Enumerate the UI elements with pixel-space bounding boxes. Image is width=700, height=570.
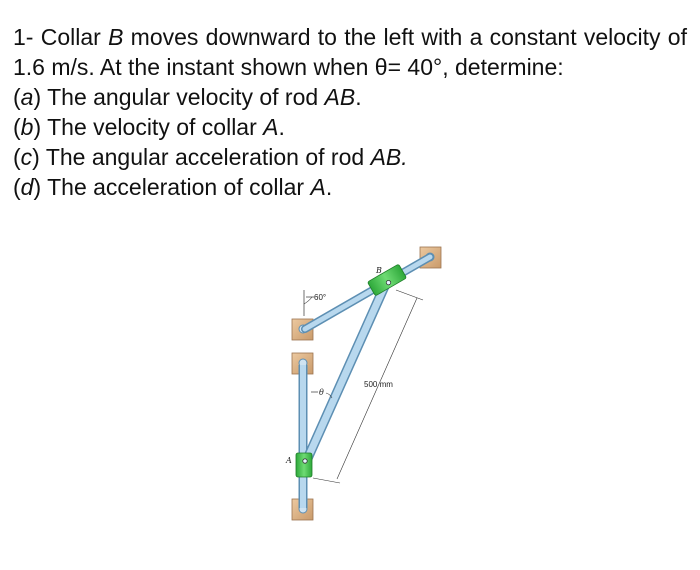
part-text: The acceleration of collar: [47, 174, 311, 200]
part-letter: a: [20, 84, 34, 110]
intro-collar-variable: B: [108, 24, 124, 50]
theta-label: θ: [319, 388, 324, 397]
part-punct: .: [325, 174, 333, 200]
part-a: (a) The angular velocity of rod AB.: [13, 84, 362, 110]
theta-annotation: [311, 388, 332, 398]
part-variable: A: [310, 174, 326, 200]
part-letter: b: [20, 114, 34, 140]
part-variable: A: [263, 114, 279, 140]
part-b: (b) The velocity of collar A.: [13, 114, 285, 140]
part-text: The angular acceleration of rod: [45, 144, 371, 170]
part-letter: d: [20, 174, 34, 200]
angle-60-annotation: [304, 290, 326, 316]
collar-A: [296, 453, 312, 477]
label-B: B: [376, 266, 382, 275]
label-A: A: [286, 456, 292, 465]
part-punct: .: [278, 114, 285, 140]
part-letter: c: [20, 144, 33, 170]
intro-text: moves downward to the left with a constant velocity of 1.6 m/s. At the instant shown when θ= 40°, determine:: [13, 24, 687, 80]
part-variable: AB.: [370, 144, 408, 170]
part-variable: AB: [324, 84, 356, 110]
intro-prefix: 1- Collar: [13, 24, 109, 50]
part-text: The angular velocity of rod: [47, 84, 325, 110]
part-c: (c) The angular acceleration of rod AB.: [13, 144, 408, 170]
part-text: The velocity of collar: [47, 114, 264, 140]
part-punct: .: [355, 84, 362, 110]
length-label: 500 mm: [364, 380, 393, 389]
part-d: (d) The acceleration of collar A.: [13, 174, 333, 200]
angle-60-label: 60°: [314, 293, 327, 302]
